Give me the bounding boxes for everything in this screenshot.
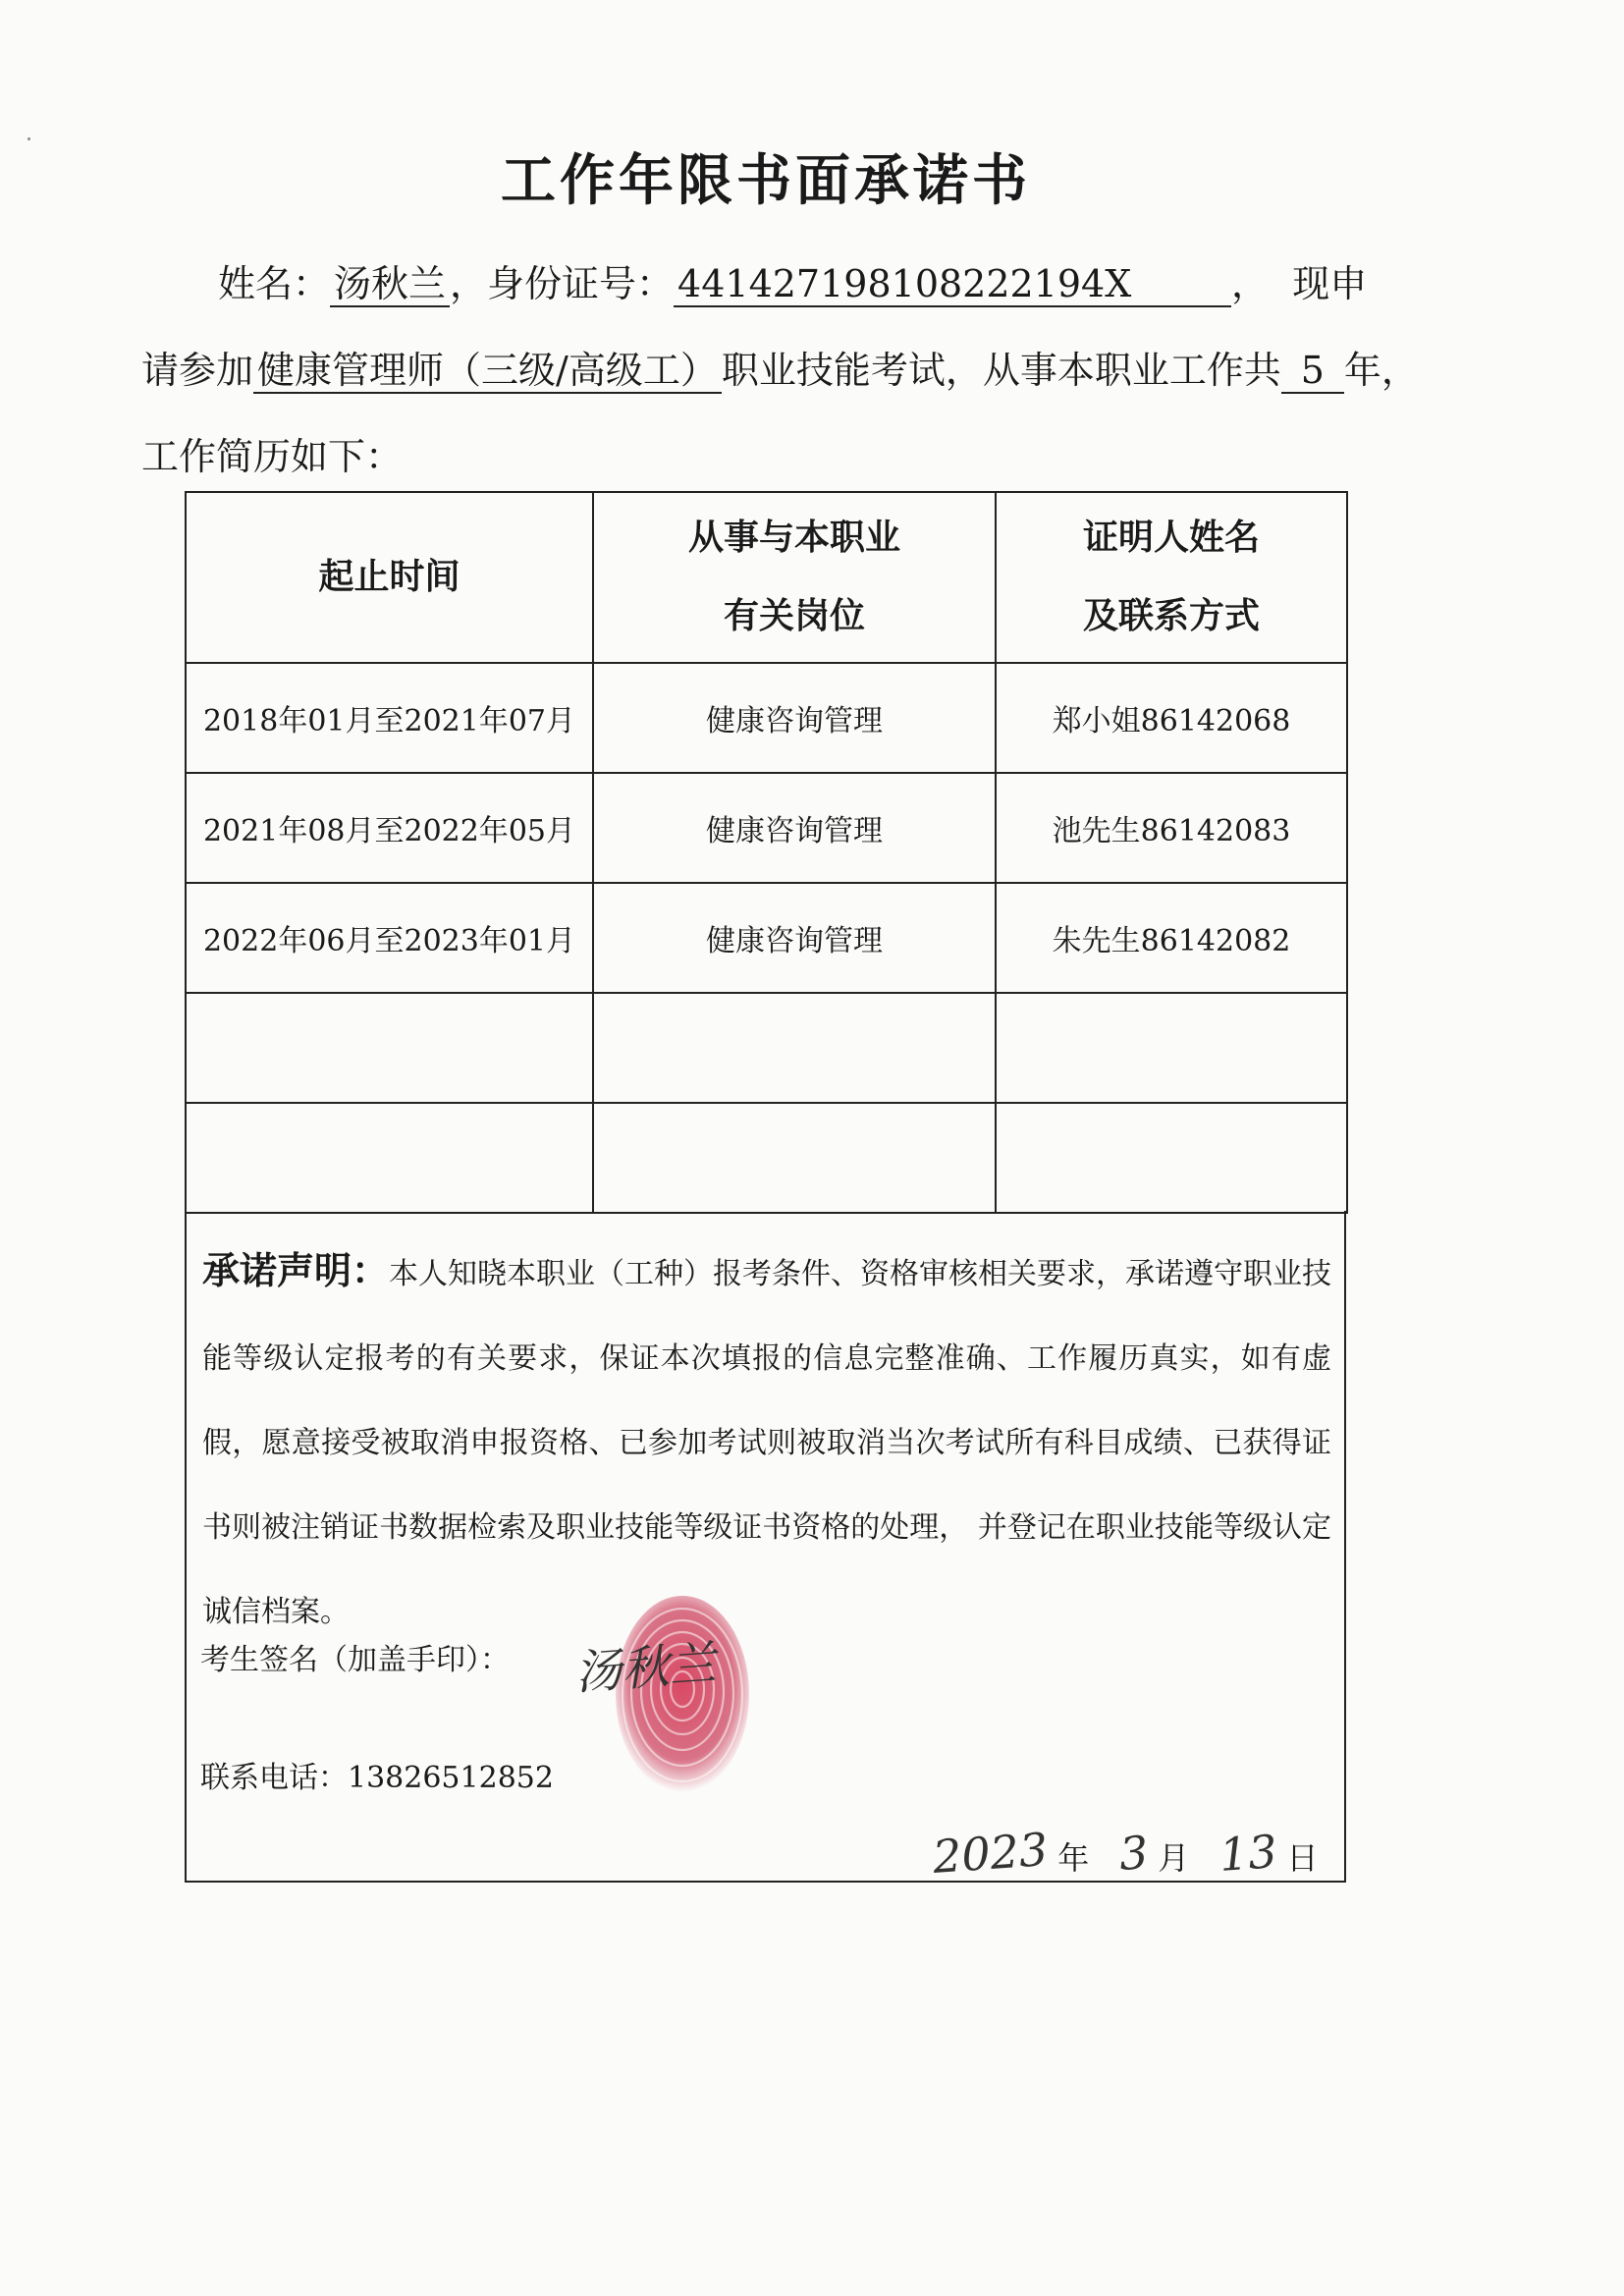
- signature-line: [200, 1635, 510, 1678]
- date-day: 13: [1217, 1825, 1279, 1882]
- id-label: ，身份证号：: [450, 262, 675, 305]
- position-cell: 健康咨询管理: [593, 663, 996, 773]
- date-month-unit: 月: [1158, 1839, 1190, 1877]
- position-cell: 健康咨询管理: [593, 883, 996, 993]
- witness-cell: 朱先生86142082: [996, 883, 1347, 993]
- header-period: 起止时间: [186, 492, 593, 663]
- period-cell: 2021年08月至2022年05月: [186, 773, 593, 883]
- header-witness: 证明人姓名 及联系方式: [996, 492, 1347, 663]
- phone-line: [200, 1753, 554, 1796]
- witness-cell: [996, 993, 1347, 1103]
- applicant-line-1: [218, 253, 1367, 307]
- date-year-unit: 年: [1057, 1839, 1090, 1877]
- name-field: 汤秋兰: [330, 264, 450, 307]
- handwritten-signature: 汤秋兰: [572, 1636, 719, 1701]
- name-label: 姓名：: [218, 262, 331, 305]
- exam-field: 健康管理师（三级/高级工）: [253, 351, 722, 394]
- position-cell: [593, 1103, 996, 1213]
- witness-cell: 郑小姐86142068: [996, 663, 1347, 773]
- signature-label: 考生签名（加盖手印）：: [200, 1643, 510, 1677]
- table-row-empty: [186, 993, 1347, 1103]
- line2-prefix: 请参加: [141, 349, 254, 392]
- date-month: 3: [1116, 1826, 1150, 1881]
- statement-label: 承诺声明：: [202, 1249, 390, 1292]
- line2-mid: 职业技能考试，从事本职业工作共: [721, 349, 1281, 392]
- table-row: [186, 773, 1347, 883]
- applicant-line-2: [141, 340, 1419, 394]
- period-cell: 2022年06月至2023年01月: [186, 883, 593, 993]
- table-row: [186, 663, 1347, 773]
- line1-tail: 现申: [1292, 262, 1368, 305]
- phone-value: 13826512852: [348, 1761, 554, 1795]
- period-cell: [186, 1103, 593, 1213]
- date-year: 2023: [931, 1822, 1050, 1885]
- applicant-line-3: 工作简历如下：: [141, 435, 404, 478]
- work-history-table: [185, 491, 1348, 1214]
- position-cell: [593, 993, 996, 1103]
- line2-tail: 年，: [1343, 349, 1419, 392]
- witness-cell: 池先生86142083: [996, 773, 1347, 883]
- date-day-unit: 日: [1286, 1839, 1319, 1877]
- period-cell: 2018年01月至2021年07月: [186, 663, 593, 773]
- comma: ，: [1231, 262, 1270, 305]
- table-row: [186, 883, 1347, 993]
- id-number-field: 441427198108222194X: [674, 264, 1231, 307]
- years-field: 5: [1281, 351, 1344, 394]
- position-cell: 健康咨询管理: [593, 773, 996, 883]
- witness-cell: [996, 1103, 1347, 1213]
- header-position: 从事与本职业 有关岗位: [593, 492, 996, 663]
- table-row-empty: [186, 1103, 1347, 1213]
- phone-label: 联系电话：: [200, 1761, 348, 1795]
- date-line: [931, 1822, 1319, 1885]
- table-header-row: [186, 492, 1347, 663]
- statement-body: 本人知晓本职业（工种）报考条件、资格审核相关要求，承诺遵守职业技能等级认定报考的有关要求，保证本次填报的信息完整准确、工作履历真实，如有虚假，愿意接受被取消申报资格、已参加考试则被取消当次考试所有科目成绩、已获得证书则被注销证书数据检索及职业技能等级证书资格的处理， 并登记在职业技能等级认定诚信档案。: [202, 1257, 1332, 1629]
- statement-text: [202, 1229, 1331, 1655]
- period-cell: [186, 993, 593, 1103]
- page-title: 工作年限书面承诺书: [501, 149, 1031, 213]
